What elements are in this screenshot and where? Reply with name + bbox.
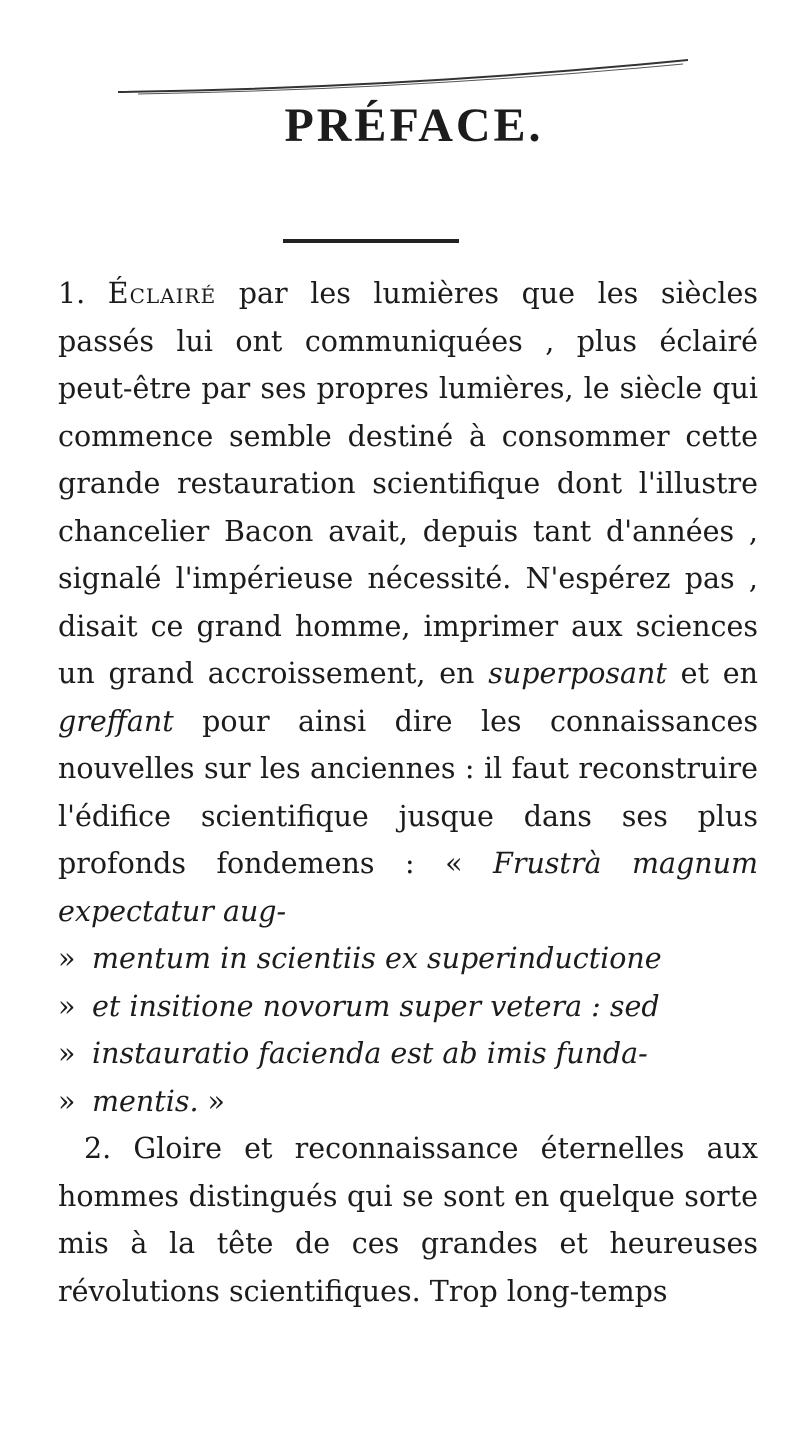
- body-text: [58, 270, 758, 1315]
- quote-mark: »: [58, 1084, 76, 1118]
- quote-mark: »: [58, 1037, 76, 1070]
- italic-term: greffant: [58, 704, 174, 738]
- title-divider: [283, 239, 459, 243]
- top-ornament-rule: [118, 58, 688, 98]
- paragraph-number: 1.: [58, 277, 86, 310]
- latin-quote-line: mentum in scientiis ex superinductione: [92, 942, 662, 975]
- paragraph-number: 2.: [84, 1132, 112, 1165]
- italic-term: superposant: [488, 657, 667, 690]
- paragraph-text: pour ainsi dire les connaissances nouvelles sur les anciennes : il faut reconstruire l'édifice scientifique jusque dans ses plus profonds fondemens : «: [58, 704, 758, 880]
- latin-quote-line: et insitione novorum super vetera : sed: [92, 989, 660, 1023]
- page-title: PRÉFACE.: [284, 99, 544, 152]
- latin-quote: [58, 935, 758, 1125]
- paragraph-2: [58, 1125, 758, 1315]
- latin-quote-line: mentis.: [92, 1084, 199, 1118]
- quote-mark: »: [58, 989, 76, 1023]
- latin-quote-line: instauratio facienda est ab imis funda-: [92, 1037, 648, 1070]
- latin-quote-line: Frustrà magnum expectatur aug-: [58, 847, 758, 928]
- quote-close: »: [198, 1084, 225, 1118]
- paragraph-text: par les lumières que les siècles passés lui ont communiquées , plus éclairé peut-être par ses propres lumières, le siècle qui commence semble destiné à consommer cette grande restauration scientifique dont l'illustre chancelier Bacon avait, depuis tant d'années , signalé l'impérieuse nécessité. N'espérez pas , disait ce grand homme, imprimer aux sciences un grand accroissement, en: [58, 277, 758, 690]
- lead-word: Éclairé: [107, 277, 217, 310]
- paragraph-text: Gloire et reconnaissance éternelles aux hommes distingués qui se sont en quelque sorte mis à la tête de ces grandes et heureuses révolutions scientifiques. Trop long-temps: [58, 1132, 758, 1308]
- paragraph-1: [58, 270, 758, 1125]
- quote-mark: »: [58, 942, 76, 975]
- paragraph-text: et en: [666, 657, 758, 690]
